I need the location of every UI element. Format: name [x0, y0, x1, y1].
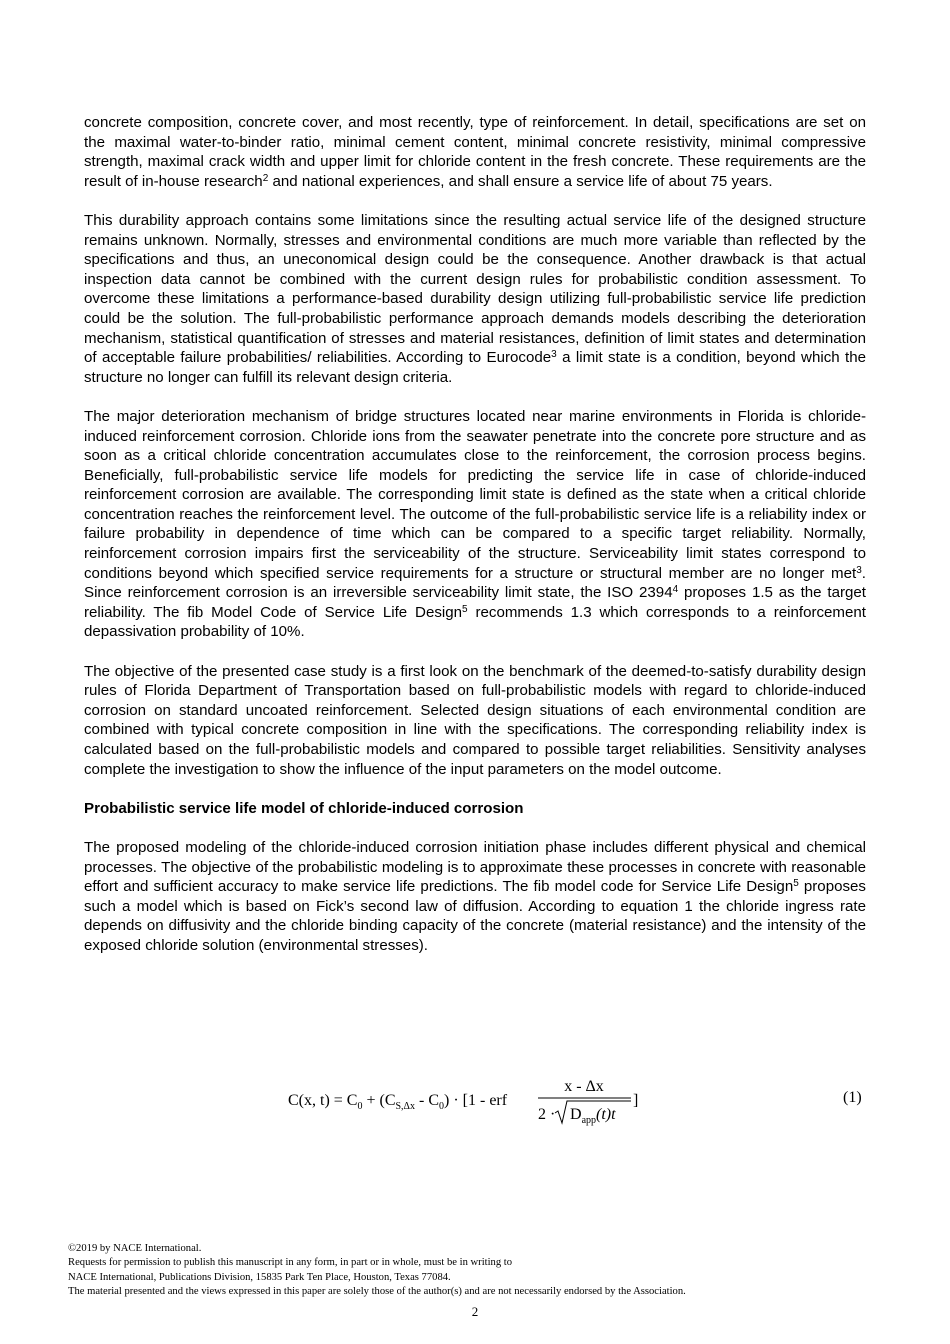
- eq-plus: + (C: [362, 1092, 396, 1109]
- eq-sub-0: 0: [357, 1101, 363, 1112]
- svg-text:C(x, t) = C0 + (CS,Δx - C0) ·: [288, 1092, 508, 1112]
- copyright-footer: [68, 1242, 888, 1300]
- eq-denominator-2: 2 ·: [538, 1106, 556, 1123]
- body-text: [84, 113, 866, 975]
- eq-lhs: C(x, t) = C: [288, 1092, 358, 1109]
- reference-superscript: 2: [262, 172, 269, 184]
- reference-superscript: 3: [856, 564, 862, 576]
- equation-number: (1): [843, 1089, 862, 1106]
- footer-line-2: Requests for permission to publish this manuscript in any form, in part or in whole, must be in writing to: [68, 1257, 513, 1269]
- eq-den-t: (t)t: [596, 1106, 616, 1123]
- eq-den-sub: app: [581, 1115, 597, 1126]
- footer-line-3: NACE International, Publications Division, 15835 Park Ten Place, Houston, Texas 77084.: [68, 1271, 451, 1283]
- footer-line-4: The material presented and the views expressed in this paper are solely those of the author(s) and are not necessarily endorsed by the Association.: [68, 1286, 686, 1298]
- footer-line-1: ©2019 by NACE International.: [68, 1243, 202, 1254]
- paragraph-5: The proposed modeling of the chloride-induced corrosion initiation phase includes different physical and chemical processes. The objective of the probabilistic modeling is to approximate these processes in concrete with reasonable effort and sufficient accuracy to make service life predictions. The fib model code for Service Life Design$^5$ proposes such a model which is based on Fick’s second law of diffusion. According to equation 1 the chloride ingress rate depends on diffusivity and the chloride binding capacity of the concrete (material resistance) and the intensity of the exposed chloride solution (environmental stresses).: [84, 838, 866, 954]
- paragraph-2: This durability approach contains some limitations since the resulting actual service life of the designed structure remains unknown. Normally, stresses and environmental conditions are much more variable than reflected by the specifications and thus, an uneconomical design could be the consequence. Another drawback is that actual inspection data cannot be combined with the current design rules for probabilistic condition assessment. To overcome these limitations a performance-based durability design utilizing full-probabilistic service life prediction could be the solution. The full-probabilistic performance approach demands models describing the deterioration mechanism, statistical quantification of stresses and material resistances, definition of limit states and determination of acceptable failure probabilities/ reliabilities. According to Eurocode$^3$ a limit state is a condition, beyond which the structure no longer can fulfill its relevant design criteria.: [84, 211, 866, 386]
- paragraph-4: The objective of the presented case study is a first look on the benchmark of the deemed-to-satisfy durability design rules of Florida Department of Transportation based on full-probabilistic models with regard to chloride-induced corrosion on standard uncoated reinforcement. Selected design situations of each environmental condition are combined with typical concrete composition in line with the specifications. The corresponding reliability index is calculated based on the full-probabilistic models and compared to possible target reliabilities. Sensitivity analyses complete the investigation to show the influence of the input parameters on the model outcome.: [84, 662, 866, 778]
- paragraph-3: The major deterioration mechanism of bridge structures located near marine environments in Florida is chloride-induced reinforcement corrosion. Chloride ions from the seawater penetrate into the concrete pore structure and as soon as a critical chloride concentration accumulates close to the reinforcement, the corrosion process begins. Beneficially, full-probabilistic service life models for predicting the service life in case of chloride-induced reinforcement corrosion are available. The corresponding limit state is defined as the state when a critical chloride concentration reaches the reinforcement level. The outcome of the full-probabilistic service life is a reliability index or failure probability in dependence of time which can be compared to a specific target reliability. Normally, reinforcement corrosion impairs first the serviceability of the structure. Serviceability limit states correspond to conditions beyond which specified service requirements for a structure or structural member are no longer met$^3$. Since reinforcement corrosion is an irreversible serviceability limit state, the ISO 2394$^4$ proposes 1.5 as the target reliability. The fib Model Code of Service Life Design$^5$ recommends 1.3 which corresponds to a reinforcement depassivation probability of 10%.: [84, 407, 866, 641]
- page-number: 2: [471, 1304, 479, 1319]
- svg-text:Dapp(t)t: [570, 1106, 616, 1126]
- reference-superscript: 4: [672, 584, 679, 596]
- eq-sub-s: S,Δx: [395, 1101, 415, 1112]
- eq-minus: - C: [415, 1092, 439, 1109]
- paragraph-1: concrete composition, concrete cover, and most recently, type of reinforcement. In detail, specifications are set on the maximal water-to-binder ratio, minimal cement content, minimal concrete resistivity, minimal compressive strength, maximal crack width and upper limit for chloride content in the fresh concrete. These requirements are the result of in-house research$^2$ and national experiences, and shall ensure a service life of about 75 years.: [84, 114, 866, 190]
- eq-numerator: x - Δx: [564, 1078, 604, 1095]
- equation-1: [288, 1077, 648, 1127]
- eq-sub-0b: 0: [439, 1101, 444, 1112]
- section-heading: Probabilistic service life model of chloride-induced corrosion: [84, 799, 524, 817]
- eq-den-D: D: [570, 1106, 582, 1123]
- eq-bracket: ) · [1 - erf: [444, 1092, 508, 1109]
- reference-superscript: 3: [551, 349, 557, 361]
- reference-superscript: 5: [462, 603, 468, 615]
- reference-superscript: 5: [793, 878, 799, 890]
- eq-close: ]: [633, 1092, 639, 1109]
